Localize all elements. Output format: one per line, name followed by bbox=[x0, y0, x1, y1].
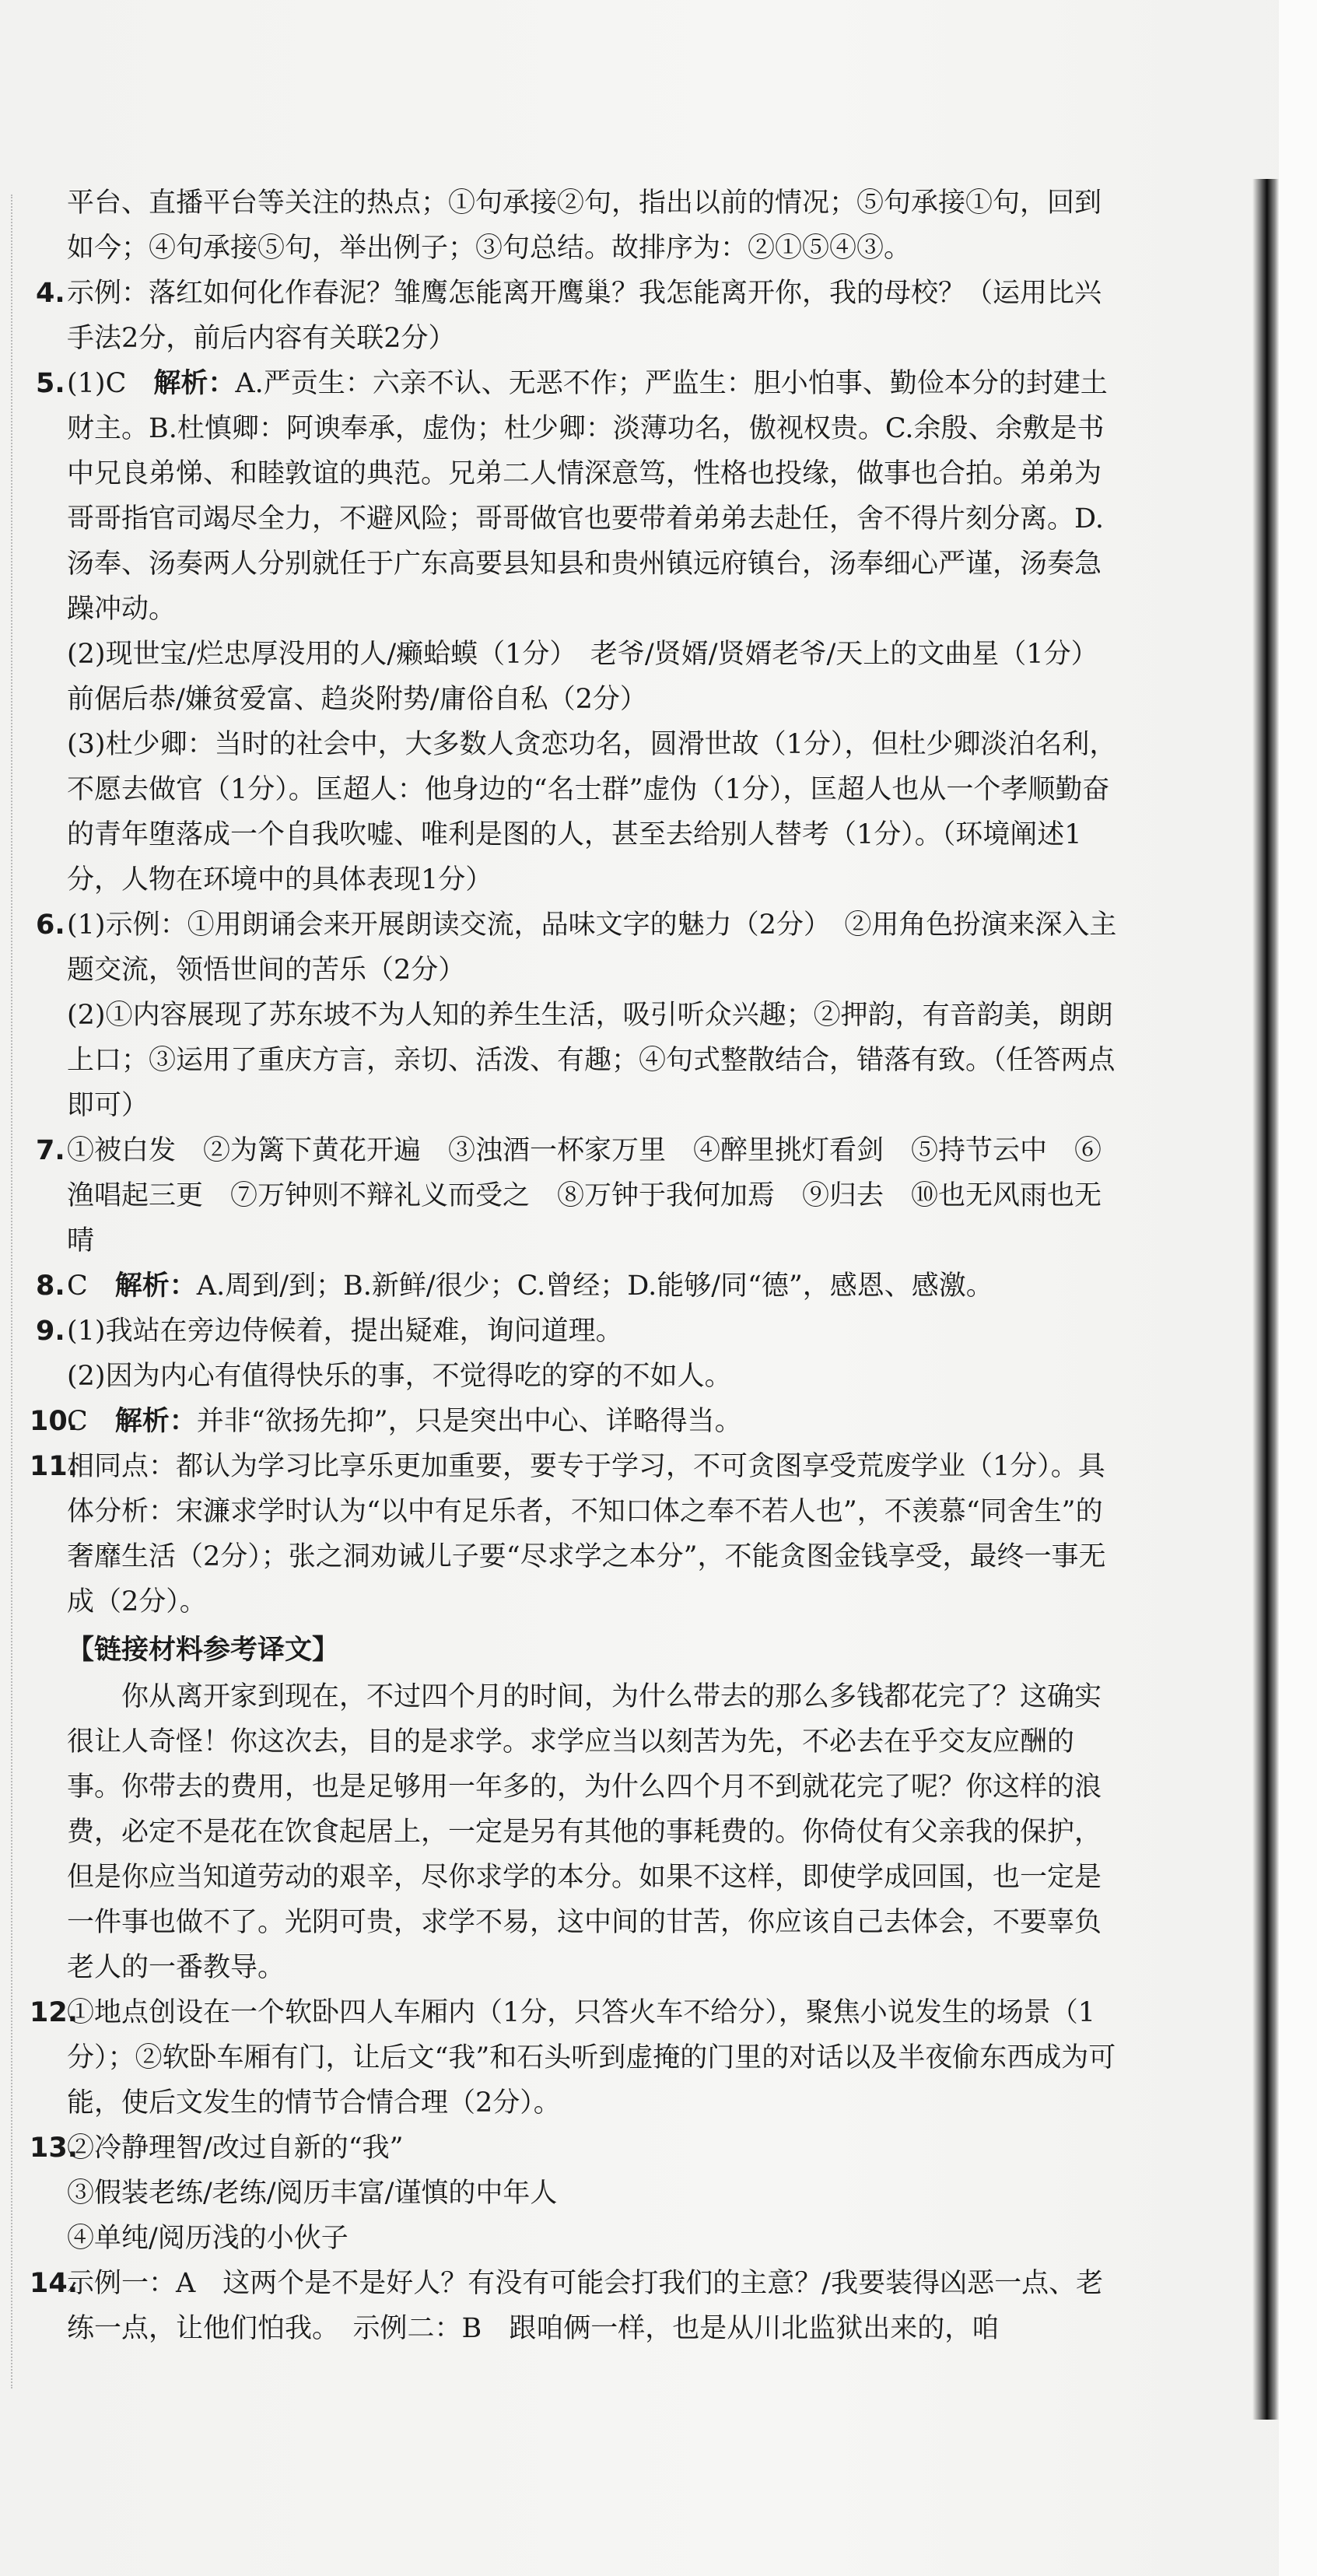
question-5 bbox=[36, 361, 1125, 902]
answer-part-1 bbox=[67, 361, 1125, 632]
answer-text: ①被白发 ②为篱下黄花开遍 ③浊酒一杯家万里 ④醉里挑灯看剑 ⑤持节云中 ⑥渔唱起三更 ⑦万钟则不辩礼义而受之 ⑧万钟于我何加焉 ⑨归去 ⑩也无风雨也无晴 bbox=[67, 1135, 1102, 1256]
question-6 bbox=[36, 902, 1125, 1128]
question-number: 14. bbox=[30, 2268, 79, 2299]
question-11 bbox=[30, 1444, 1125, 1624]
intro-paragraph: 平台、直播平台等关注的热点；①句承接②句，指出以前的情况；⑤句承接①句，回到如今；④句承接⑤句，举出例子；③句总结。故排序为：②①⑤④③。 bbox=[67, 188, 1102, 264]
analysis-label: 解析： bbox=[153, 368, 236, 399]
question-8 bbox=[36, 1263, 1125, 1309]
analysis-label: 解析： bbox=[114, 1406, 197, 1437]
answer-part-2: (2)①内容展现了苏东坡不为人知的养生生活，吸引听众兴趣；②押韵，有音韵美，朗朗上口；③运用了重庆方言，亲切、活泼、有趣；④句式整散结合，错落有致。（任答两点即可） bbox=[67, 1000, 1116, 1121]
answer-text bbox=[67, 1399, 1125, 1444]
choice: (1)C bbox=[67, 368, 154, 399]
answer-text: 示例一：A 这两个是不是好人？有没有可能会打我们的主意？/我要装得凶恶一点、老练一点，让他们怕我。 示例二：B 跟咱俩一样，也是从川北监狱出来的，咱 bbox=[67, 2268, 1104, 2344]
answer-part-1: (1)我站在旁边侍候着，提出疑难，询问道理。 bbox=[67, 1316, 623, 1347]
question-10 bbox=[30, 1399, 1125, 1444]
question-number: 10. bbox=[30, 1406, 79, 1437]
question-number: 5. bbox=[36, 368, 65, 399]
answer-part-2: (2)现世宝/烂忠厚没用的人/癞蛤蟆（1分） 老爷/贤婿/贤婿老爷/天上的文曲星（1分） 前倨后恭/嫌贫爱富、趋炎附势/庸俗自私（2分） bbox=[67, 639, 1112, 715]
question-number: 9. bbox=[36, 1316, 65, 1347]
question-number: 12. bbox=[30, 1997, 79, 2028]
analysis-label: 解析： bbox=[114, 1270, 197, 1302]
choice: C bbox=[67, 1270, 115, 1302]
answer-text bbox=[67, 1263, 1125, 1309]
analysis-text: A.严贡生：六亲不认、无恶不作；严监生：胆小怕事、勤俭本分的封建土财主。B.杜慎卿：阿谀奉承，虚伪；杜少卿：淡薄功名，傲视权贵。C.余殷、余敷是书中兄良弟悌、和睦敦谊的典范。兄弟二人情深意笃，性格也投缘，做事也合拍。弟弟为哥哥指官司竭尽全力，不避风险；哥哥做官也要带着弟弟去赴任，舍不得片刻分离。D.汤奉、汤奏两人分别就任于广东高要县知县和贵州镇远府镇台，汤奉细心严谨，汤奏急躁冲动。 bbox=[67, 368, 1108, 625]
answer-content bbox=[30, 180, 1125, 2351]
question-number: 7. bbox=[36, 1135, 65, 1166]
question-number: 6. bbox=[36, 909, 65, 941]
answer-line-2: ③假装老练/老练/阅历丰富/谨慎的中年人 bbox=[67, 2178, 558, 2209]
answer-part-3: (3)杜少卿：当时的社会中，大多数人贪恋功名，圆滑世故（1分），但杜少卿淡泊名利，不愿去做官（1分）。匡超人：他身边的“名士群”虚伪（1分），匡超人也从一个孝顺勤奋的青年堕落成一个自我吹嘘、唯利是图的人，甚至去给别人替考（1分）。（环境阐述1分，人物在环境中的具体表现1分） bbox=[67, 729, 1117, 895]
question-9 bbox=[36, 1309, 1125, 1399]
answer-text: 相同点：都认为学习比享乐更加重要，要专于学习，不可贪图享受荒废学业（1分）。具体分析：宋濂求学时认为“以中有足乐者，不知口体之奉不若人也”，不羡慕“同舍生”的奢靡生活（2分）；张之洞劝诫儿子要“尽求学之本分”，不能贪图金钱享受，最终一事无成（2分）。 bbox=[67, 1451, 1106, 1617]
answer-part-1: (1)示例：①用朗诵会来开展朗读交流，品味文字的魅力（2分） ②用角色扮演来深入主题交流，领悟世间的苦乐（2分） bbox=[67, 909, 1117, 986]
answer-text: ①地点创设在一个软卧四人车厢内（1分，只答火车不给分），聚焦小说发生的场景（1分）；②软卧车厢有门，让后文“我”和石头听到虚掩的门里的对话以及半夜偷东西成为可能，使后文发生的情节合情合理（2分）。 bbox=[67, 1997, 1116, 2119]
answer-line-3: ④单纯/阅历浅的小伙子 bbox=[67, 2223, 349, 2254]
question-14 bbox=[30, 2261, 1125, 2351]
question-12 bbox=[30, 1990, 1125, 2126]
question-7 bbox=[36, 1128, 1125, 1263]
question-number: 11. bbox=[30, 1451, 79, 1482]
answer-part-2: (2)因为内心有值得快乐的事，不觉得吃的穿的不如人。 bbox=[67, 1361, 732, 1392]
question-number: 8. bbox=[36, 1270, 65, 1302]
question-13 bbox=[30, 2126, 1125, 2261]
question-4 bbox=[36, 271, 1125, 361]
question-number: 4. bbox=[36, 278, 65, 309]
analysis-text: A.周到/到；B.新鲜/很少；C.曾经；D.能够/同“德”，感恩、感激。 bbox=[196, 1270, 993, 1302]
question-number: 13. bbox=[30, 2133, 79, 2164]
link-material-translation: 你从离开家到现在，不过四个月的时间，为什么带去的那么多钱都花完了？这确实很让人奇怪！你这次去，目的是求学。求学应当以刻苦为先，不必去在乎交友应酬的事。你带去的费用，也是足够用一年多的，为什么四个月不到就花完了呢？你这样的浪费，必定不是花在饮食起居上，一定是另有其他的事耗费的。你倚仗有父亲我的保护，但是你应当知道劳动的艰辛，尽你求学的本分。如果不这样，即使学成回国，也一定是一件事也做不了。光阴可贵，求学不易，这中间的甘苦，你应该自己去体会，不要辜负老人的一番教导。 bbox=[67, 1681, 1102, 1983]
link-material-heading: 【链接材料参考译文】 bbox=[67, 1635, 340, 1666]
answer-text: 示例：落红如何化作春泥？雏鹰怎能离开鹰巢？我怎能离开你，我的母校？（运用比兴手法2分，前后内容有关联2分） bbox=[67, 278, 1102, 354]
analysis-text: 并非“欲扬先抑”，只是突出中心、详略得当。 bbox=[196, 1406, 742, 1437]
page-edge-shadow bbox=[1252, 179, 1279, 2420]
answer-line-1: ②冷静理智/改过自新的“我” bbox=[67, 2133, 404, 2164]
binding-dotted-line bbox=[11, 195, 12, 2388]
right-margin bbox=[1279, 0, 1317, 2576]
choice: C bbox=[67, 1406, 115, 1437]
